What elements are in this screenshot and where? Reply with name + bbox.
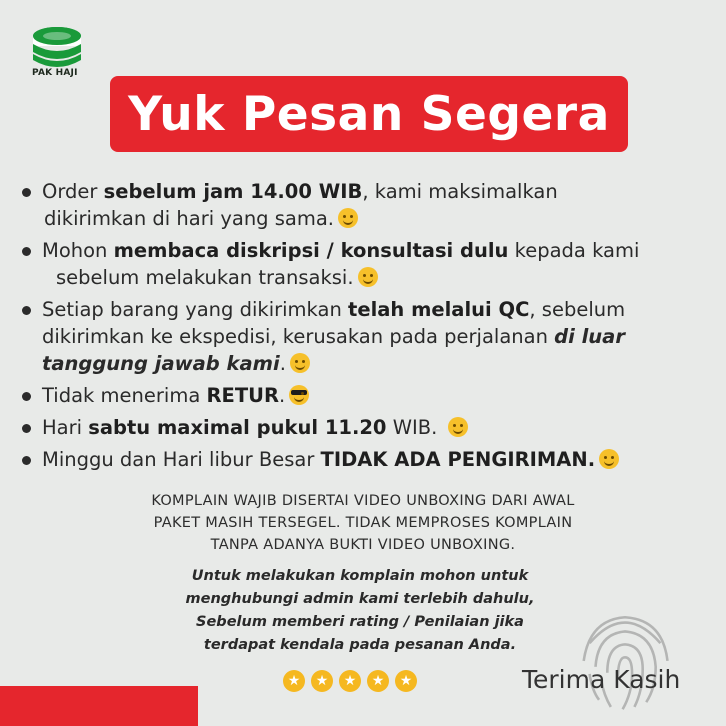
bullet-dot (22, 188, 31, 197)
smile-emoji-icon (358, 267, 378, 287)
list-item: Minggu dan Hari libur Besar TIDAK ADA PENGIRIMAN. (18, 446, 698, 473)
brand-name: PAK HAJI (32, 68, 78, 78)
bullet-dot (22, 247, 31, 256)
star-icon: ★ (283, 670, 305, 692)
list-item: Tidak menerima RETUR. (18, 382, 698, 409)
sunglasses-emoji-icon (289, 385, 309, 405)
wink-emoji-icon (599, 449, 619, 469)
terms-list (18, 178, 698, 478)
star-rating (283, 670, 417, 692)
list-item: Order sebelum jam 14.00 WIB, kami maksimalkan dikirimkan di hari yang sama. (18, 178, 698, 232)
star-icon: ★ (395, 670, 417, 692)
angel-emoji-icon (290, 353, 310, 373)
bullet-dot (22, 392, 31, 401)
page-title: Yuk Pesan Segera (128, 86, 610, 142)
title-banner (110, 76, 628, 152)
accent-bar (0, 686, 198, 726)
complaint-instructions: Untuk melakukan komplain mohon untuk menghubungi admin kami terlebih dahulu, Sebelum memberi rating / Penilaian jika terdapat kendala pada pesanan Anda. (185, 568, 535, 653)
fingerprint-icon (566, 596, 684, 714)
smile-emoji-icon (448, 417, 468, 437)
list-item: Setiap barang yang dikirimkan telah melalui QC, sebelum dikirimkan ke ekspedisi, kerusakan pada perjalanan di luar tanggung jawab kami. (18, 296, 698, 377)
list-item: Mohon membaca diskripsi / konsultasi dulu kepada kami sebelum melakukan transaksi. (18, 237, 698, 291)
smile-emoji-icon (338, 208, 358, 228)
list-item: Hari sabtu maximal pukul 11.20 WIB. (18, 414, 698, 441)
star-icon: ★ (311, 670, 333, 692)
star-icon: ★ (339, 670, 361, 692)
star-icon: ★ (367, 670, 389, 692)
complaint-notice: KOMPLAIN WAJIB DISERTAI VIDEO UNBOXING DARI AWAL PAKET MASIH TERSEGEL. TIDAK MEMPROSES KOMPLAIN TANPA ADANYA BUKTI VIDEO UNBOXING. (151, 493, 575, 553)
bullet-dot (22, 424, 31, 433)
bullet-dot (22, 456, 31, 465)
thanks-text: Terima Kasih (522, 665, 681, 694)
bullet-dot (22, 306, 31, 315)
